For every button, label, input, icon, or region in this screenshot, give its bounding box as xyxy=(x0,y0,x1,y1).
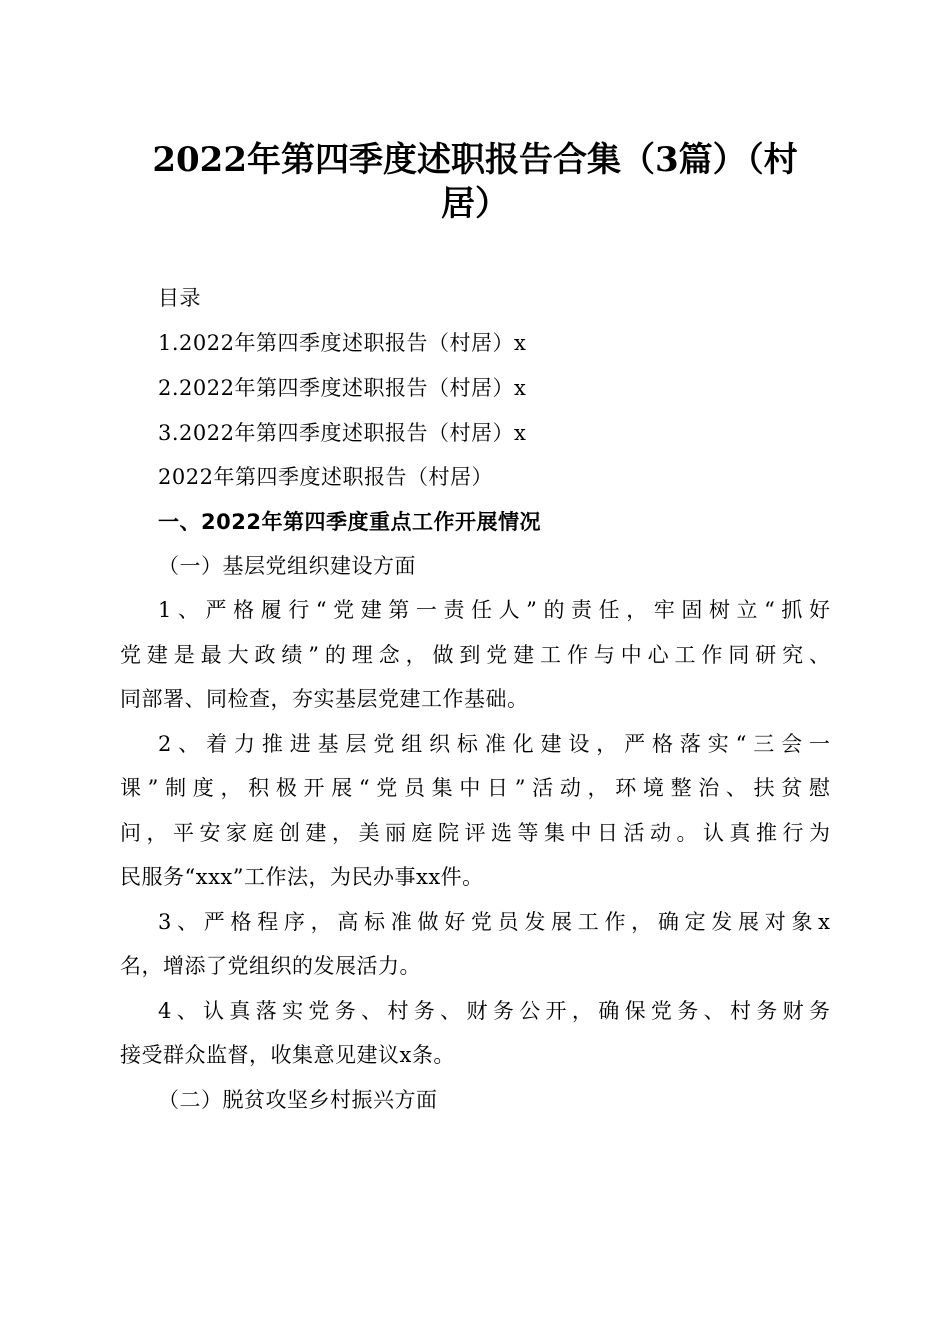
para3-line-2: 名，增添了党组织的发展活力。 xyxy=(120,954,421,978)
para1-line-2: 党建是最大政绩”的理念，做到党建工作与中心工作同研究、 xyxy=(120,643,830,667)
para4-line-2: 接受群众监督，收集意见建议x条。 xyxy=(120,1043,455,1067)
document-title-line-1: 2022年第四季度述职报告合集（3篇）（村 xyxy=(152,140,798,180)
subsection-heading-2: （二）脱贫攻坚乡村振兴方面 xyxy=(158,1088,438,1112)
para1-line-3: 同部署、同检查，夯实基层党建工作基础。 xyxy=(120,687,529,711)
para1-line-1: 1、严格履行“党建第一责任人”的责任，牢固树立“抓好 xyxy=(158,598,830,622)
toc-item-2: 2.2022年第四季度述职报告（村居）x xyxy=(158,376,527,400)
para2-line-4: 民服务“xxx”工作法，为民办事xx件。 xyxy=(120,865,484,889)
para2-line-1: 2、着力推进基层党组织标准化建设，严格落实“三会一 xyxy=(158,732,830,756)
para3-line-1: 3、严格程序，高标准做好党员发展工作，确定发展对象x xyxy=(158,910,830,934)
toc-item-1: 1.2022年第四季度述职报告（村居）x xyxy=(158,331,527,355)
document-title-line-2: 居） xyxy=(441,184,509,224)
toc-heading: 目录 xyxy=(158,286,201,310)
para2-line-3: 问，平安家庭创建，美丽庭院评选等集中日活动。认真推行为 xyxy=(120,821,830,845)
section-heading-1: 一、2022年第四季度重点工作开展情况 xyxy=(158,510,541,534)
para2-line-2: 课”制度，积极开展“党员集中日”活动，环境整治、扶贫慰 xyxy=(120,776,830,800)
para4-line-1: 4、认真落实党务、村务、财务公开，确保党务、村务财务 xyxy=(158,999,830,1023)
report-title: 2022年第四季度述职报告（村居） xyxy=(158,465,493,489)
toc-item-3: 3.2022年第四季度述职报告（村居）x xyxy=(158,421,527,445)
subsection-heading-1: （一）基层党组织建设方面 xyxy=(158,554,416,578)
